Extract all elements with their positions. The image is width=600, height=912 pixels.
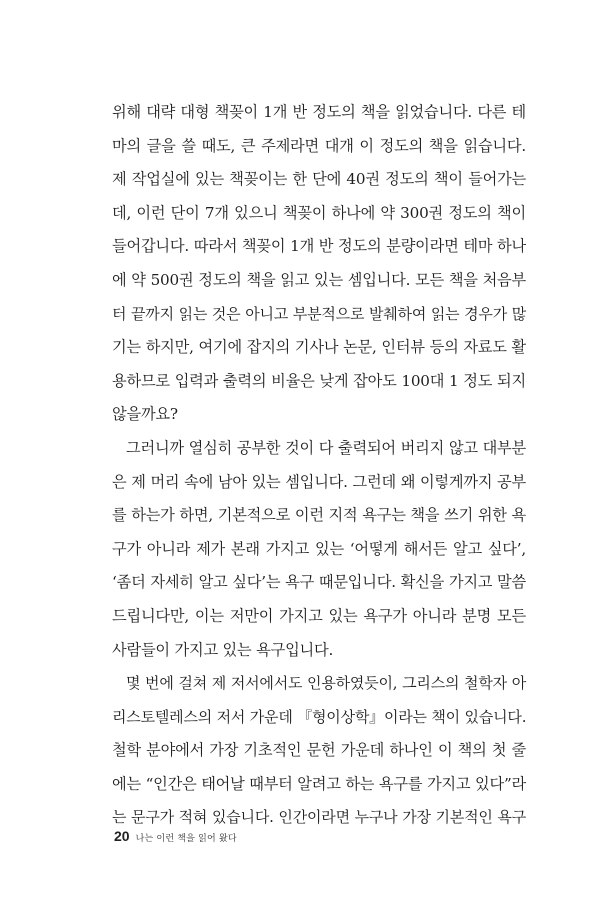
paragraph-1 bbox=[112, 96, 526, 432]
text-line: 에 약 500권 정도의 책을 읽고 있는 셈입니다. 모든 책을 처음부 bbox=[112, 270, 526, 289]
text-line: 드립니다만, 이는 저만이 가지고 있는 욕구가 아니라 분명 모든 bbox=[112, 606, 526, 625]
text-line: 몇 번에 걸쳐 제 저서에서도 인용하였듯이, 그리스의 철학자 아 bbox=[126, 674, 526, 693]
text-line: 리스토텔레스의 저서 가운데 『형이상학』이라는 책이 있습니다. bbox=[112, 707, 527, 726]
body-text bbox=[112, 96, 526, 835]
text-line: 그러니까 열심히 공부한 것이 다 출력되어 버리지 않고 대부분 bbox=[126, 438, 526, 457]
text-line: 는 문구가 적혀 있습니다. 인간이라면 누구나 가장 기본적인 욕구 bbox=[112, 808, 526, 827]
text-line: 데, 이런 단이 7개 있으니 책꽂이 하나에 약 300권 정도의 책이 bbox=[112, 203, 526, 222]
text-line: ‘좀더 자세히 알고 싶다’는 욕구 때문입니다. 확신을 가지고 말씀 bbox=[112, 573, 526, 592]
page-footer bbox=[114, 828, 237, 852]
running-title: 나는 이런 책을 읽어 왔다 bbox=[135, 834, 237, 844]
text-line: 사람들이 가지고 있는 욕구입니다. bbox=[112, 640, 334, 659]
text-line: 용하므로 입력과 출력의 비율은 낮게 잡아도 100대 1 정도 되지 bbox=[112, 371, 526, 390]
text-line: 위해 대략 대형 책꽂이 1개 반 정도의 책을 읽었습니다. 다른 테 bbox=[112, 103, 526, 121]
text-line: 를 하는가 하면, 기본적으로 이런 지적 욕구는 책을 쓰기 위한 욕 bbox=[112, 506, 526, 525]
text-line: 제 작업실에 있는 책꽂이는 한 단에 40권 정도의 책이 들어가는 bbox=[112, 170, 526, 189]
text-line: 은 제 머리 속에 남아 있는 셈입니다. 그런데 왜 이렇게까지 공부 bbox=[112, 472, 526, 491]
text-line: 터 끝까지 읽는 것은 아니고 부분적으로 발췌하여 읽는 경우가 많 bbox=[112, 304, 526, 323]
text-line: 기는 하지만, 여기에 잡지의 기사나 논문, 인터뷰 등의 자료도 활 bbox=[112, 338, 526, 357]
page-number: 20 bbox=[114, 828, 130, 844]
text-line: 않을까요? bbox=[112, 405, 178, 424]
text-line: 에는 “인간은 태어날 때부터 알려고 하는 욕구를 가지고 있다”라 bbox=[112, 774, 526, 793]
text-line: 마의 글을 쓸 때도, 큰 주제라면 대개 이 정도의 책을 읽습니다. bbox=[112, 136, 526, 155]
paragraph-3 bbox=[112, 667, 526, 835]
text-line: 철학 분야에서 가장 기초적인 문헌 가운데 하나인 이 책의 첫 줄 bbox=[112, 741, 526, 760]
text-line: 구가 아니라 제가 본래 가지고 있는 ‘어떻게 해서든 알고 싶다’, bbox=[112, 539, 526, 558]
paragraph-2 bbox=[112, 432, 526, 667]
text-line: 들어갑니다. 따라서 책꽂이 1개 반 정도의 분량이라면 테마 하나 bbox=[112, 237, 526, 256]
